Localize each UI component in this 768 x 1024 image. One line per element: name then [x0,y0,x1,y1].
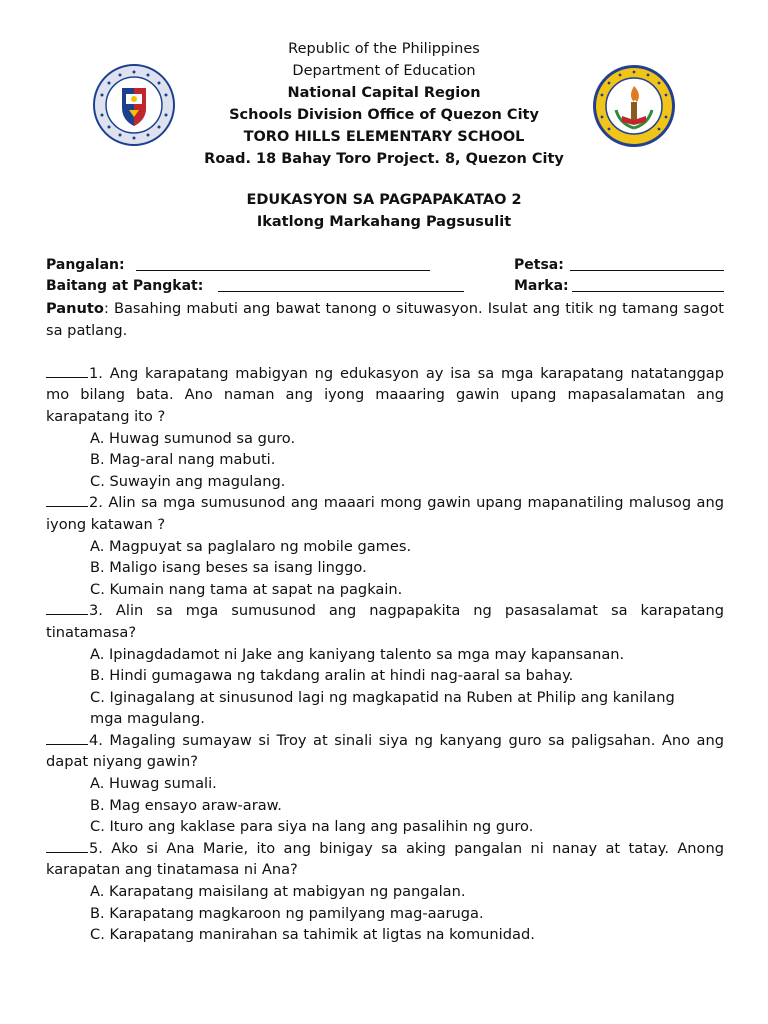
score-field-line[interactable] [572,291,724,292]
question-text [46,492,724,535]
exam-subtitle: Ikatlong Markahang Pagsusulit [256,214,512,230]
score-label: Marka: [514,278,569,294]
name-label: Pangalan: [46,257,125,273]
option: B. Hindi gumagawa ng takdang aralin at hindi nag-aaral sa bahay. [90,667,574,685]
question-1-text: 1. Ang karapatang mabigyan ng edukasyon ay isa sa mga karapatang natatanggap mo bilang bata. Ano naman ang iyong maaaring gawin upang mapasalamatan ang karapatang ito ? [46,364,724,425]
question-4 [46,730,724,838]
header-school: TORO HILLS ELEMENTARY SCHOOL [243,129,525,145]
header-department: Department of Education [292,63,476,79]
exam-title-block [0,189,768,233]
option: A. Huwag sumali. [90,775,217,793]
option: C. Suwayin ang magulang. [90,472,286,490]
instructions-text: : Basahing mabuti ang bawat tanong o situwasyon. Isulat ang titik ng tamang sagot sa patlang. [46,300,724,339]
instructions [46,298,724,341]
student-info-fields [46,255,724,297]
question-1 [46,363,724,493]
question-2 [46,492,724,600]
answer-blank[interactable] [46,838,88,853]
option: C. Ituro ang kaklase para siya na lang ang pasalihin ng guro. [90,818,534,836]
option: B. Karapatang magkaroon ng pamilyang mag-aaruga. [90,904,484,922]
subject-title: EDUKASYON SA PAGPAPAKATAO 2 [246,192,522,208]
letterhead [0,38,768,170]
question-3 [46,600,724,730]
answer-blank[interactable] [46,363,88,378]
grade-section-field-line[interactable] [218,291,464,292]
question-5-text: 5. Ako si Ana Marie, ito ang binigay sa aking pangalan ni nanay at tatay. Anong karapatan ang tinatamasa ni Ana? [46,839,724,879]
option: A. Karapatang maisilang at mabigyan ng pangalan. [90,883,466,901]
header-region: National Capital Region [287,85,481,101]
header-republic: Republic of the Philippines [288,41,480,57]
name-field-line[interactable] [136,270,430,271]
option: B. Maligo isang beses sa isang linggo. [90,559,367,577]
option: B. Mag-aral nang mabuti. [90,451,276,469]
exam-body [46,298,724,946]
answer-blank[interactable] [46,492,88,507]
grade-section-label: Baitang at Pangkat: [46,278,204,294]
answer-blank[interactable] [46,730,88,745]
question-text [46,363,724,428]
field-row-2 [46,276,724,297]
option: A. Ipinagdadamot ni Jake ang kaniyang talento sa mga may kapansanan. [90,645,625,663]
option: A. Magpuyat sa paglalaro ng mobile games. [90,537,412,555]
date-field-line[interactable] [570,270,724,271]
question-4-text: 4. Magaling sumayaw si Troy at sinali siya ng kanyang guro sa paligsahan. Ano ang dapat niyang gawin? [46,731,724,771]
option: B. Mag ensayo araw-araw. [90,796,282,814]
option: A. Huwag sumunod sa guro. [90,429,296,447]
question-2-text: 2. Alin sa mga sumusunod ang maaari mong gawin upang mapanatiling malusog ang iyong katawan ? [46,494,724,533]
instructions-label: Panuto [46,300,104,317]
option: C. Kumain nang tama at sapat na pagkain. [90,580,403,598]
header-division: Schools Division Office of Quezon City [229,107,539,123]
option: C. Karapatang manirahan sa tahimik at ligtas na komunidad. [90,926,535,944]
question-5 [46,838,724,946]
date-label: Petsa: [514,257,564,273]
answer-blank[interactable] [46,600,88,615]
header-address: Road. 18 Bahay Toro Project. 8, Quezon City [204,151,564,167]
field-row-1 [46,255,724,276]
question-text [46,600,724,643]
question-text [46,730,724,773]
option: C. Iginagalang at sinusunod lagi ng magkapatid na Ruben at Philip ang kanilang mga magulang. [90,688,675,728]
question-3-text: 3. Alin sa mga sumusunod ang nagpapakita ng pasasalamat sa karapatang tinatamasa? [46,602,724,641]
question-text [46,838,724,881]
